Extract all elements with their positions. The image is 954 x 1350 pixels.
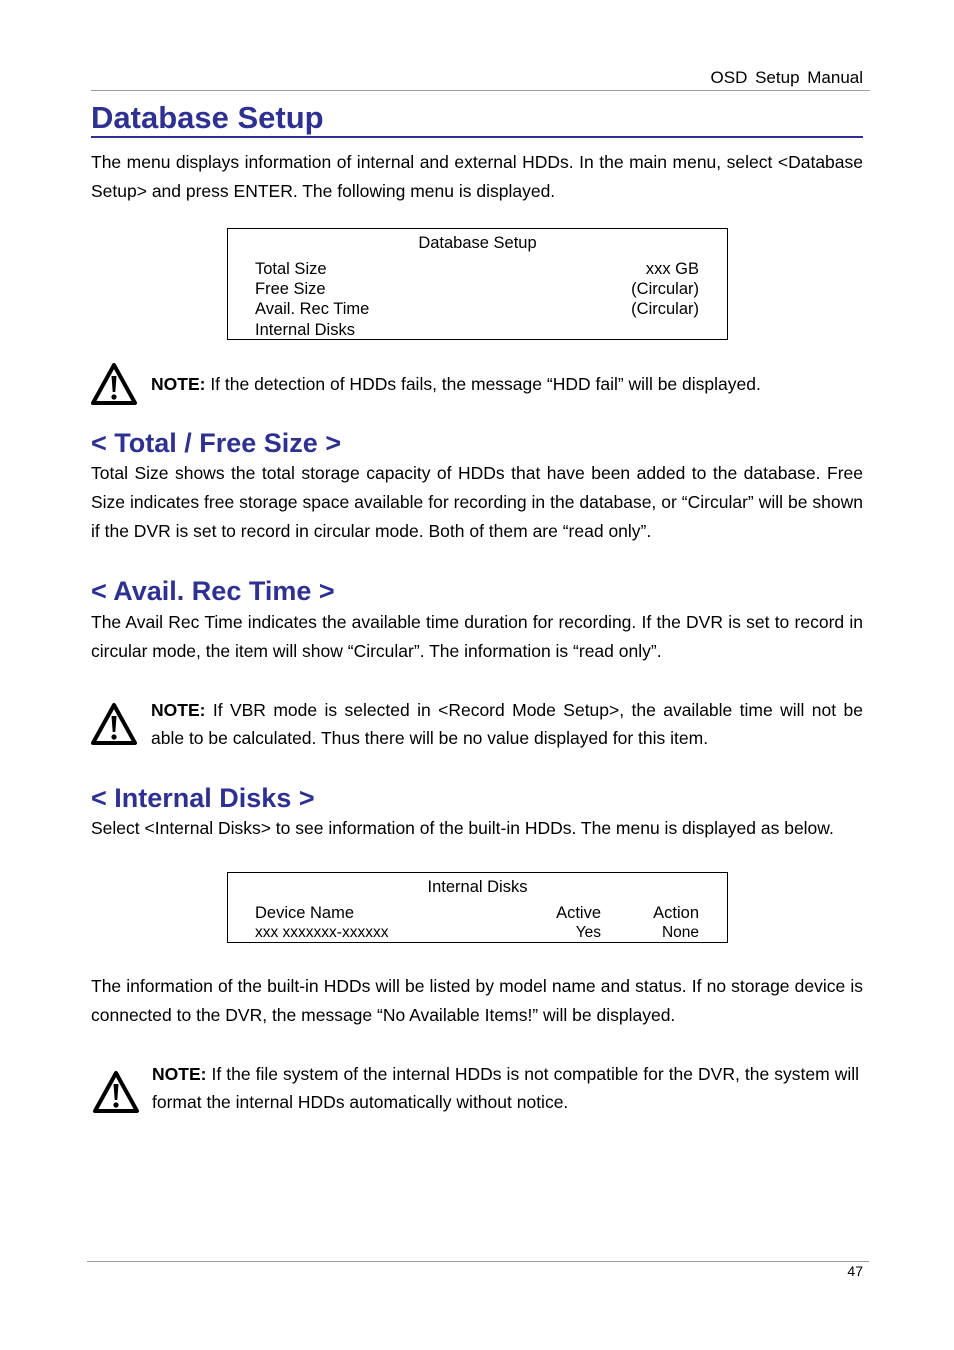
internal-disks-menu bbox=[227, 872, 728, 943]
section-heading-total-free-size: < Total / Free Size > bbox=[91, 428, 342, 458]
note-text: If VBR mode is selected in <Record Mode Setup>, the available time will not be able to be calculated. Thus there will be no value displayed for this item. bbox=[151, 700, 863, 748]
note-vbr-mode bbox=[151, 696, 863, 752]
action-value: None bbox=[661, 924, 699, 941]
row-value: (Circular) bbox=[631, 300, 699, 318]
menu-title: Database Setup bbox=[418, 234, 537, 252]
row-value: (Circular) bbox=[631, 280, 699, 298]
database-setup-menu bbox=[227, 228, 728, 340]
note-text: If the detection of HDDs fails, the message “HDD fail” will be displayed. bbox=[205, 374, 761, 394]
menu-row-total-size bbox=[255, 259, 699, 279]
active-value: Yes bbox=[575, 924, 601, 941]
footer-rule bbox=[87, 1261, 869, 1262]
col-active: Active bbox=[556, 904, 601, 922]
device-name: xxx xxxxxxx-xxxxxx bbox=[255, 924, 389, 941]
warning-icon bbox=[92, 1070, 140, 1114]
intro-paragraph: The menu displays information of internal and external HDDs. In the main menu, select <Database Setup> and press ENTER. The following menu is displayed. bbox=[91, 152, 863, 201]
note-label: NOTE: bbox=[152, 1064, 207, 1084]
col-device-name: Device Name bbox=[255, 904, 355, 922]
row-label: Free Size bbox=[255, 280, 326, 298]
warning-icon bbox=[90, 702, 138, 746]
page-number: 47 bbox=[847, 1263, 863, 1279]
note-label: NOTE: bbox=[151, 374, 206, 394]
rec-time-paragraph: The Avail Rec Time indicates the available time duration for recording. If the DVR is set to record in circular mode, the item will show “Circular”. The information is “read only”. bbox=[91, 612, 863, 661]
note-text: If the file system of the internal HDDs is not compatible for the DVR, the system will format the internal HDDs automatically without notice. bbox=[152, 1064, 859, 1112]
size-paragraph: Total Size shows the total storage capacity of HDDs that have been added to the database. Free Size indicates free storage space available for recording in the database, or “Circular” will be shown if the DVR is set to record in circular mode. Both of them are “read only”. bbox=[91, 463, 863, 541]
note-label: NOTE: bbox=[151, 700, 206, 720]
internal-disks-paragraph: Select <Internal Disks> to see information of the built-in HDDs. The menu is displayed as below. bbox=[91, 818, 834, 838]
row-value: xxx GB bbox=[645, 260, 699, 278]
menu-row-avail-rec-time bbox=[255, 299, 699, 319]
section-heading-internal-disks: < Internal Disks > bbox=[91, 783, 315, 813]
menu-title: Internal Disks bbox=[427, 878, 528, 896]
warning-icon bbox=[90, 362, 138, 406]
row-label: Internal Disks bbox=[255, 321, 355, 339]
menu-row-internal-disks bbox=[255, 320, 699, 340]
menu-header-row bbox=[255, 903, 699, 923]
disks-info-paragraph: The information of the built-in HDDs will be listed by model name and status. If no storage device is connected to the DVR, the message “No Available Items!” will be displayed. bbox=[91, 976, 863, 1025]
note-hdd-fail bbox=[151, 370, 863, 398]
note-file-system bbox=[152, 1060, 859, 1116]
row-label: Avail. Rec Time bbox=[255, 300, 370, 318]
disk-row bbox=[255, 923, 699, 943]
section-heading-avail-rec-time: < Avail. Rec Time > bbox=[91, 576, 335, 606]
header-rule bbox=[91, 90, 870, 91]
manual-title: OSD Setup Manual bbox=[710, 68, 863, 87]
col-action: Action bbox=[653, 904, 699, 922]
section-heading-database-setup: Database Setup bbox=[91, 100, 863, 138]
row-label: Total Size bbox=[255, 260, 327, 278]
menu-row-free-size bbox=[255, 279, 699, 299]
